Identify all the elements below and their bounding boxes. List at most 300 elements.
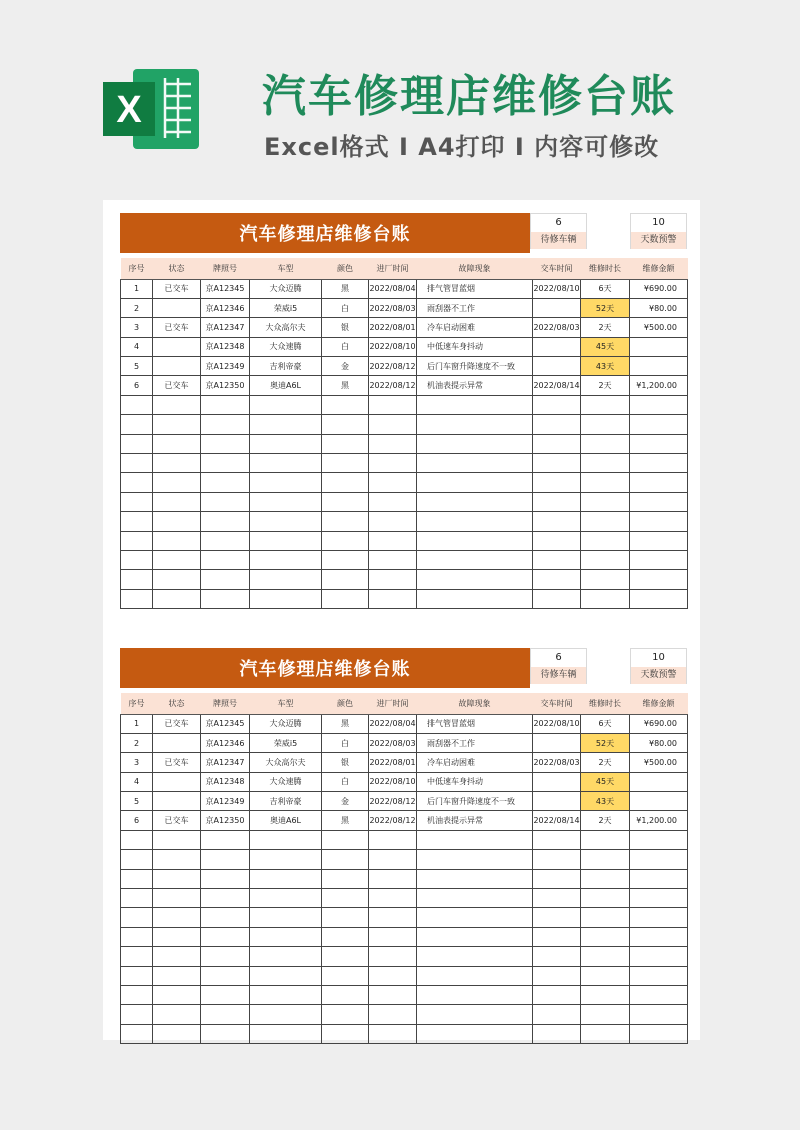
empty-cell[interactable] bbox=[121, 570, 153, 589]
empty-cell[interactable] bbox=[630, 512, 688, 531]
empty-cell[interactable] bbox=[369, 947, 417, 966]
cell-amount[interactable] bbox=[630, 357, 688, 376]
empty-cell[interactable] bbox=[630, 850, 688, 869]
empty-cell[interactable] bbox=[630, 395, 688, 414]
empty-cell[interactable] bbox=[201, 889, 250, 908]
cell-fault[interactable]: 雨刮器不工作 bbox=[417, 733, 533, 752]
cell-fault[interactable]: 中低速车身抖动 bbox=[417, 772, 533, 791]
cell-color[interactable]: 银 bbox=[322, 318, 369, 337]
cell-duration[interactable]: 52天 bbox=[581, 733, 630, 752]
empty-cell[interactable] bbox=[322, 570, 369, 589]
empty-cell[interactable] bbox=[250, 454, 322, 473]
empty-cell[interactable] bbox=[417, 869, 533, 888]
empty-cell[interactable] bbox=[533, 512, 581, 531]
empty-cell[interactable] bbox=[369, 512, 417, 531]
empty-cell[interactable] bbox=[153, 850, 201, 869]
cell-no[interactable]: 5 bbox=[121, 792, 153, 811]
empty-cell[interactable] bbox=[630, 947, 688, 966]
cell-model[interactable]: 吉利帝豪 bbox=[250, 792, 322, 811]
cell-out-date[interactable] bbox=[533, 298, 581, 317]
empty-cell[interactable] bbox=[581, 589, 630, 608]
empty-cell[interactable] bbox=[369, 473, 417, 492]
empty-cell[interactable] bbox=[581, 473, 630, 492]
empty-cell[interactable] bbox=[417, 550, 533, 569]
cell-in-date[interactable]: 2022/08/12 bbox=[369, 357, 417, 376]
cell-model[interactable]: 吉利帝豪 bbox=[250, 357, 322, 376]
empty-cell[interactable] bbox=[121, 531, 153, 550]
empty-cell[interactable] bbox=[322, 454, 369, 473]
empty-cell[interactable] bbox=[369, 869, 417, 888]
cell-status[interactable] bbox=[153, 792, 201, 811]
empty-cell[interactable] bbox=[153, 966, 201, 985]
cell-model[interactable]: 奥迪A6L bbox=[250, 811, 322, 830]
empty-cell[interactable] bbox=[121, 415, 153, 434]
empty-cell[interactable] bbox=[250, 589, 322, 608]
empty-cell[interactable] bbox=[121, 966, 153, 985]
empty-cell[interactable] bbox=[153, 589, 201, 608]
empty-cell[interactable] bbox=[417, 927, 533, 946]
cell-fault[interactable]: 排气管冒蓝烟 bbox=[417, 714, 533, 733]
empty-cell[interactable] bbox=[153, 908, 201, 927]
empty-cell[interactable] bbox=[250, 570, 322, 589]
cell-color[interactable]: 金 bbox=[322, 792, 369, 811]
empty-cell[interactable] bbox=[417, 985, 533, 1004]
cell-fault[interactable]: 冷车启动困难 bbox=[417, 753, 533, 772]
cell-in-date[interactable]: 2022/08/04 bbox=[369, 279, 417, 298]
cell-status[interactable] bbox=[153, 357, 201, 376]
empty-cell[interactable] bbox=[201, 473, 250, 492]
cell-status[interactable]: 已交车 bbox=[153, 376, 201, 395]
cell-amount[interactable] bbox=[630, 337, 688, 356]
cell-no[interactable]: 1 bbox=[121, 714, 153, 733]
empty-cell[interactable] bbox=[322, 927, 369, 946]
empty-cell[interactable] bbox=[201, 947, 250, 966]
empty-cell[interactable] bbox=[121, 589, 153, 608]
empty-cell[interactable] bbox=[322, 850, 369, 869]
empty-cell[interactable] bbox=[322, 395, 369, 414]
cell-in-date[interactable]: 2022/08/10 bbox=[369, 772, 417, 791]
cell-out-date[interactable]: 2022/08/10 bbox=[533, 714, 581, 733]
empty-cell[interactable] bbox=[322, 434, 369, 453]
empty-cell[interactable] bbox=[153, 1024, 201, 1043]
empty-cell[interactable] bbox=[533, 947, 581, 966]
cell-no[interactable]: 4 bbox=[121, 337, 153, 356]
empty-cell[interactable] bbox=[630, 830, 688, 849]
empty-cell[interactable] bbox=[630, 908, 688, 927]
empty-cell[interactable] bbox=[121, 512, 153, 531]
empty-cell[interactable] bbox=[322, 531, 369, 550]
empty-cell[interactable] bbox=[417, 434, 533, 453]
cell-duration[interactable]: 2天 bbox=[581, 753, 630, 772]
empty-cell[interactable] bbox=[533, 550, 581, 569]
empty-cell[interactable] bbox=[153, 830, 201, 849]
empty-cell[interactable] bbox=[581, 869, 630, 888]
empty-cell[interactable] bbox=[417, 473, 533, 492]
empty-cell[interactable] bbox=[533, 985, 581, 1004]
cell-model[interactable]: 奥迪A6L bbox=[250, 376, 322, 395]
empty-cell[interactable] bbox=[369, 454, 417, 473]
empty-cell[interactable] bbox=[201, 454, 250, 473]
cell-color[interactable]: 银 bbox=[322, 753, 369, 772]
empty-cell[interactable] bbox=[630, 454, 688, 473]
cell-amount[interactable]: ¥1,200.00 bbox=[630, 376, 688, 395]
cell-plate[interactable]: 京A12349 bbox=[201, 792, 250, 811]
empty-cell[interactable] bbox=[533, 473, 581, 492]
empty-cell[interactable] bbox=[322, 550, 369, 569]
empty-cell[interactable] bbox=[369, 985, 417, 1004]
empty-cell[interactable] bbox=[121, 927, 153, 946]
empty-cell[interactable] bbox=[581, 830, 630, 849]
empty-cell[interactable] bbox=[630, 869, 688, 888]
cell-model[interactable]: 荣威i5 bbox=[250, 298, 322, 317]
empty-cell[interactable] bbox=[153, 434, 201, 453]
empty-cell[interactable] bbox=[417, 830, 533, 849]
empty-cell[interactable] bbox=[250, 512, 322, 531]
empty-cell[interactable] bbox=[201, 570, 250, 589]
cell-duration[interactable]: 2天 bbox=[581, 318, 630, 337]
empty-cell[interactable] bbox=[417, 1024, 533, 1043]
empty-cell[interactable] bbox=[581, 927, 630, 946]
cell-color[interactable]: 黑 bbox=[322, 376, 369, 395]
cell-color[interactable]: 白 bbox=[322, 337, 369, 356]
empty-cell[interactable] bbox=[369, 434, 417, 453]
empty-cell[interactable] bbox=[322, 966, 369, 985]
cell-amount[interactable] bbox=[630, 772, 688, 791]
empty-cell[interactable] bbox=[533, 1005, 581, 1024]
empty-cell[interactable] bbox=[533, 531, 581, 550]
cell-no[interactable]: 2 bbox=[121, 733, 153, 752]
empty-cell[interactable] bbox=[322, 473, 369, 492]
empty-cell[interactable] bbox=[630, 589, 688, 608]
empty-cell[interactable] bbox=[250, 985, 322, 1004]
empty-cell[interactable] bbox=[201, 434, 250, 453]
empty-cell[interactable] bbox=[533, 395, 581, 414]
empty-cell[interactable] bbox=[322, 908, 369, 927]
empty-cell[interactable] bbox=[417, 395, 533, 414]
cell-status[interactable]: 已交车 bbox=[153, 753, 201, 772]
empty-cell[interactable] bbox=[417, 1005, 533, 1024]
empty-cell[interactable] bbox=[250, 434, 322, 453]
cell-plate[interactable]: 京A12348 bbox=[201, 337, 250, 356]
empty-cell[interactable] bbox=[533, 589, 581, 608]
empty-cell[interactable] bbox=[201, 1024, 250, 1043]
empty-cell[interactable] bbox=[630, 415, 688, 434]
empty-cell[interactable] bbox=[121, 473, 153, 492]
cell-fault[interactable]: 冷车启动困难 bbox=[417, 318, 533, 337]
empty-cell[interactable] bbox=[201, 966, 250, 985]
empty-cell[interactable] bbox=[369, 531, 417, 550]
empty-cell[interactable] bbox=[417, 908, 533, 927]
empty-cell[interactable] bbox=[121, 850, 153, 869]
cell-color[interactable]: 金 bbox=[322, 357, 369, 376]
empty-cell[interactable] bbox=[630, 473, 688, 492]
empty-cell[interactable] bbox=[533, 966, 581, 985]
cell-no[interactable]: 5 bbox=[121, 357, 153, 376]
cell-no[interactable]: 1 bbox=[121, 279, 153, 298]
cell-plate[interactable]: 京A12347 bbox=[201, 318, 250, 337]
empty-cell[interactable] bbox=[581, 492, 630, 511]
empty-cell[interactable] bbox=[581, 1005, 630, 1024]
empty-cell[interactable] bbox=[533, 434, 581, 453]
empty-cell[interactable] bbox=[630, 889, 688, 908]
empty-cell[interactable] bbox=[250, 492, 322, 511]
cell-fault[interactable]: 后门车窗升降速度不一致 bbox=[417, 357, 533, 376]
empty-cell[interactable] bbox=[153, 395, 201, 414]
cell-color[interactable]: 白 bbox=[322, 298, 369, 317]
empty-cell[interactable] bbox=[322, 415, 369, 434]
empty-cell[interactable] bbox=[121, 1005, 153, 1024]
empty-cell[interactable] bbox=[369, 550, 417, 569]
empty-cell[interactable] bbox=[153, 454, 201, 473]
empty-cell[interactable] bbox=[369, 1024, 417, 1043]
empty-cell[interactable] bbox=[153, 531, 201, 550]
cell-amount[interactable]: ¥500.00 bbox=[630, 753, 688, 772]
empty-cell[interactable] bbox=[250, 966, 322, 985]
empty-cell[interactable] bbox=[630, 985, 688, 1004]
cell-in-date[interactable]: 2022/08/12 bbox=[369, 792, 417, 811]
empty-cell[interactable] bbox=[153, 512, 201, 531]
empty-cell[interactable] bbox=[121, 830, 153, 849]
cell-plate[interactable]: 京A12349 bbox=[201, 357, 250, 376]
empty-cell[interactable] bbox=[630, 434, 688, 453]
empty-cell[interactable] bbox=[201, 1005, 250, 1024]
cell-status[interactable]: 已交车 bbox=[153, 318, 201, 337]
cell-fault[interactable]: 机油表提示异常 bbox=[417, 376, 533, 395]
empty-cell[interactable] bbox=[201, 531, 250, 550]
cell-plate[interactable]: 京A12345 bbox=[201, 279, 250, 298]
empty-cell[interactable] bbox=[250, 415, 322, 434]
cell-fault[interactable]: 机油表提示异常 bbox=[417, 811, 533, 830]
empty-cell[interactable] bbox=[369, 889, 417, 908]
cell-status[interactable] bbox=[153, 337, 201, 356]
empty-cell[interactable] bbox=[533, 454, 581, 473]
cell-model[interactable]: 大众迈腾 bbox=[250, 279, 322, 298]
cell-in-date[interactable]: 2022/08/04 bbox=[369, 714, 417, 733]
empty-cell[interactable] bbox=[581, 570, 630, 589]
cell-out-date[interactable]: 2022/08/14 bbox=[533, 376, 581, 395]
empty-cell[interactable] bbox=[250, 927, 322, 946]
empty-cell[interactable] bbox=[121, 947, 153, 966]
empty-cell[interactable] bbox=[417, 947, 533, 966]
cell-no[interactable]: 6 bbox=[121, 811, 153, 830]
cell-in-date[interactable]: 2022/08/01 bbox=[369, 318, 417, 337]
empty-cell[interactable] bbox=[121, 889, 153, 908]
empty-cell[interactable] bbox=[250, 947, 322, 966]
empty-cell[interactable] bbox=[201, 550, 250, 569]
empty-cell[interactable] bbox=[250, 473, 322, 492]
empty-cell[interactable] bbox=[250, 531, 322, 550]
cell-out-date[interactable]: 2022/08/14 bbox=[533, 811, 581, 830]
empty-cell[interactable] bbox=[533, 1024, 581, 1043]
empty-cell[interactable] bbox=[121, 985, 153, 1004]
empty-cell[interactable] bbox=[533, 570, 581, 589]
empty-cell[interactable] bbox=[417, 492, 533, 511]
empty-cell[interactable] bbox=[417, 454, 533, 473]
cell-status[interactable]: 已交车 bbox=[153, 714, 201, 733]
empty-cell[interactable] bbox=[417, 589, 533, 608]
empty-cell[interactable] bbox=[250, 550, 322, 569]
empty-cell[interactable] bbox=[250, 850, 322, 869]
empty-cell[interactable] bbox=[322, 869, 369, 888]
empty-cell[interactable] bbox=[369, 1005, 417, 1024]
empty-cell[interactable] bbox=[581, 395, 630, 414]
empty-cell[interactable] bbox=[121, 550, 153, 569]
empty-cell[interactable] bbox=[201, 415, 250, 434]
empty-cell[interactable] bbox=[121, 908, 153, 927]
empty-cell[interactable] bbox=[153, 1005, 201, 1024]
empty-cell[interactable] bbox=[369, 830, 417, 849]
empty-cell[interactable] bbox=[630, 550, 688, 569]
cell-no[interactable]: 4 bbox=[121, 772, 153, 791]
empty-cell[interactable] bbox=[201, 830, 250, 849]
cell-status[interactable]: 已交车 bbox=[153, 279, 201, 298]
cell-model[interactable]: 大众速腾 bbox=[250, 337, 322, 356]
empty-cell[interactable] bbox=[250, 830, 322, 849]
empty-cell[interactable] bbox=[121, 395, 153, 414]
cell-status[interactable] bbox=[153, 733, 201, 752]
empty-cell[interactable] bbox=[533, 830, 581, 849]
empty-cell[interactable] bbox=[533, 850, 581, 869]
cell-plate[interactable]: 京A12350 bbox=[201, 811, 250, 830]
empty-cell[interactable] bbox=[369, 908, 417, 927]
cell-color[interactable]: 黑 bbox=[322, 811, 369, 830]
cell-in-date[interactable]: 2022/08/01 bbox=[369, 753, 417, 772]
empty-cell[interactable] bbox=[417, 966, 533, 985]
cell-color[interactable]: 白 bbox=[322, 733, 369, 752]
empty-cell[interactable] bbox=[153, 869, 201, 888]
cell-duration[interactable]: 2天 bbox=[581, 811, 630, 830]
empty-cell[interactable] bbox=[201, 927, 250, 946]
empty-cell[interactable] bbox=[201, 589, 250, 608]
empty-cell[interactable] bbox=[250, 395, 322, 414]
cell-fault[interactable]: 后门车窗升降速度不一致 bbox=[417, 792, 533, 811]
empty-cell[interactable] bbox=[153, 570, 201, 589]
empty-cell[interactable] bbox=[153, 473, 201, 492]
empty-cell[interactable] bbox=[630, 927, 688, 946]
cell-color[interactable]: 白 bbox=[322, 772, 369, 791]
cell-fault[interactable]: 雨刮器不工作 bbox=[417, 298, 533, 317]
cell-duration[interactable]: 45天 bbox=[581, 337, 630, 356]
empty-cell[interactable] bbox=[201, 985, 250, 1004]
cell-model[interactable]: 荣威i5 bbox=[250, 733, 322, 752]
cell-color[interactable]: 黑 bbox=[322, 279, 369, 298]
cell-plate[interactable]: 京A12348 bbox=[201, 772, 250, 791]
cell-plate[interactable]: 京A12345 bbox=[201, 714, 250, 733]
empty-cell[interactable] bbox=[153, 550, 201, 569]
cell-status[interactable] bbox=[153, 772, 201, 791]
cell-in-date[interactable]: 2022/08/10 bbox=[369, 337, 417, 356]
cell-status[interactable]: 已交车 bbox=[153, 811, 201, 830]
empty-cell[interactable] bbox=[201, 492, 250, 511]
empty-cell[interactable] bbox=[581, 434, 630, 453]
cell-out-date[interactable]: 2022/08/03 bbox=[533, 753, 581, 772]
cell-no[interactable]: 3 bbox=[121, 753, 153, 772]
empty-cell[interactable] bbox=[153, 415, 201, 434]
empty-cell[interactable] bbox=[201, 908, 250, 927]
cell-amount[interactable]: ¥80.00 bbox=[630, 298, 688, 317]
cell-amount[interactable]: ¥690.00 bbox=[630, 279, 688, 298]
empty-cell[interactable] bbox=[533, 927, 581, 946]
empty-cell[interactable] bbox=[630, 570, 688, 589]
cell-model[interactable]: 大众速腾 bbox=[250, 772, 322, 791]
empty-cell[interactable] bbox=[533, 492, 581, 511]
cell-out-date[interactable]: 2022/08/03 bbox=[533, 318, 581, 337]
empty-cell[interactable] bbox=[417, 512, 533, 531]
empty-cell[interactable] bbox=[250, 908, 322, 927]
cell-model[interactable]: 大众迈腾 bbox=[250, 714, 322, 733]
empty-cell[interactable] bbox=[322, 1005, 369, 1024]
empty-cell[interactable] bbox=[322, 830, 369, 849]
empty-cell[interactable] bbox=[369, 395, 417, 414]
empty-cell[interactable] bbox=[322, 492, 369, 511]
cell-in-date[interactable]: 2022/08/03 bbox=[369, 298, 417, 317]
cell-out-date[interactable] bbox=[533, 733, 581, 752]
empty-cell[interactable] bbox=[581, 1024, 630, 1043]
empty-cell[interactable] bbox=[417, 889, 533, 908]
empty-cell[interactable] bbox=[581, 985, 630, 1004]
empty-cell[interactable] bbox=[533, 415, 581, 434]
empty-cell[interactable] bbox=[322, 1024, 369, 1043]
cell-plate[interactable]: 京A12346 bbox=[201, 733, 250, 752]
empty-cell[interactable] bbox=[121, 1024, 153, 1043]
cell-amount[interactable] bbox=[630, 792, 688, 811]
empty-cell[interactable] bbox=[369, 927, 417, 946]
empty-cell[interactable] bbox=[369, 589, 417, 608]
empty-cell[interactable] bbox=[581, 531, 630, 550]
empty-cell[interactable] bbox=[581, 947, 630, 966]
empty-cell[interactable] bbox=[322, 889, 369, 908]
cell-out-date[interactable] bbox=[533, 772, 581, 791]
empty-cell[interactable] bbox=[417, 570, 533, 589]
empty-cell[interactable] bbox=[533, 908, 581, 927]
empty-cell[interactable] bbox=[630, 531, 688, 550]
cell-duration[interactable]: 52天 bbox=[581, 298, 630, 317]
empty-cell[interactable] bbox=[581, 550, 630, 569]
cell-plate[interactable]: 京A12350 bbox=[201, 376, 250, 395]
cell-plate[interactable]: 京A12346 bbox=[201, 298, 250, 317]
empty-cell[interactable] bbox=[369, 966, 417, 985]
empty-cell[interactable] bbox=[153, 927, 201, 946]
cell-out-date[interactable] bbox=[533, 357, 581, 376]
empty-cell[interactable] bbox=[581, 415, 630, 434]
empty-cell[interactable] bbox=[250, 1024, 322, 1043]
empty-cell[interactable] bbox=[630, 966, 688, 985]
empty-cell[interactable] bbox=[322, 512, 369, 531]
cell-amount[interactable]: ¥500.00 bbox=[630, 318, 688, 337]
empty-cell[interactable] bbox=[369, 570, 417, 589]
cell-amount[interactable]: ¥80.00 bbox=[630, 733, 688, 752]
empty-cell[interactable] bbox=[153, 985, 201, 1004]
empty-cell[interactable] bbox=[121, 492, 153, 511]
empty-cell[interactable] bbox=[250, 889, 322, 908]
cell-out-date[interactable]: 2022/08/10 bbox=[533, 279, 581, 298]
empty-cell[interactable] bbox=[153, 889, 201, 908]
cell-fault[interactable]: 排气管冒蓝烟 bbox=[417, 279, 533, 298]
cell-no[interactable]: 6 bbox=[121, 376, 153, 395]
empty-cell[interactable] bbox=[369, 850, 417, 869]
empty-cell[interactable] bbox=[201, 512, 250, 531]
cell-model[interactable]: 大众高尔夫 bbox=[250, 318, 322, 337]
empty-cell[interactable] bbox=[153, 947, 201, 966]
cell-plate[interactable]: 京A12347 bbox=[201, 753, 250, 772]
empty-cell[interactable] bbox=[581, 966, 630, 985]
cell-fault[interactable]: 中低速车身抖动 bbox=[417, 337, 533, 356]
empty-cell[interactable] bbox=[250, 1005, 322, 1024]
empty-cell[interactable] bbox=[322, 589, 369, 608]
empty-cell[interactable] bbox=[201, 869, 250, 888]
empty-cell[interactable] bbox=[201, 850, 250, 869]
cell-in-date[interactable]: 2022/08/12 bbox=[369, 376, 417, 395]
